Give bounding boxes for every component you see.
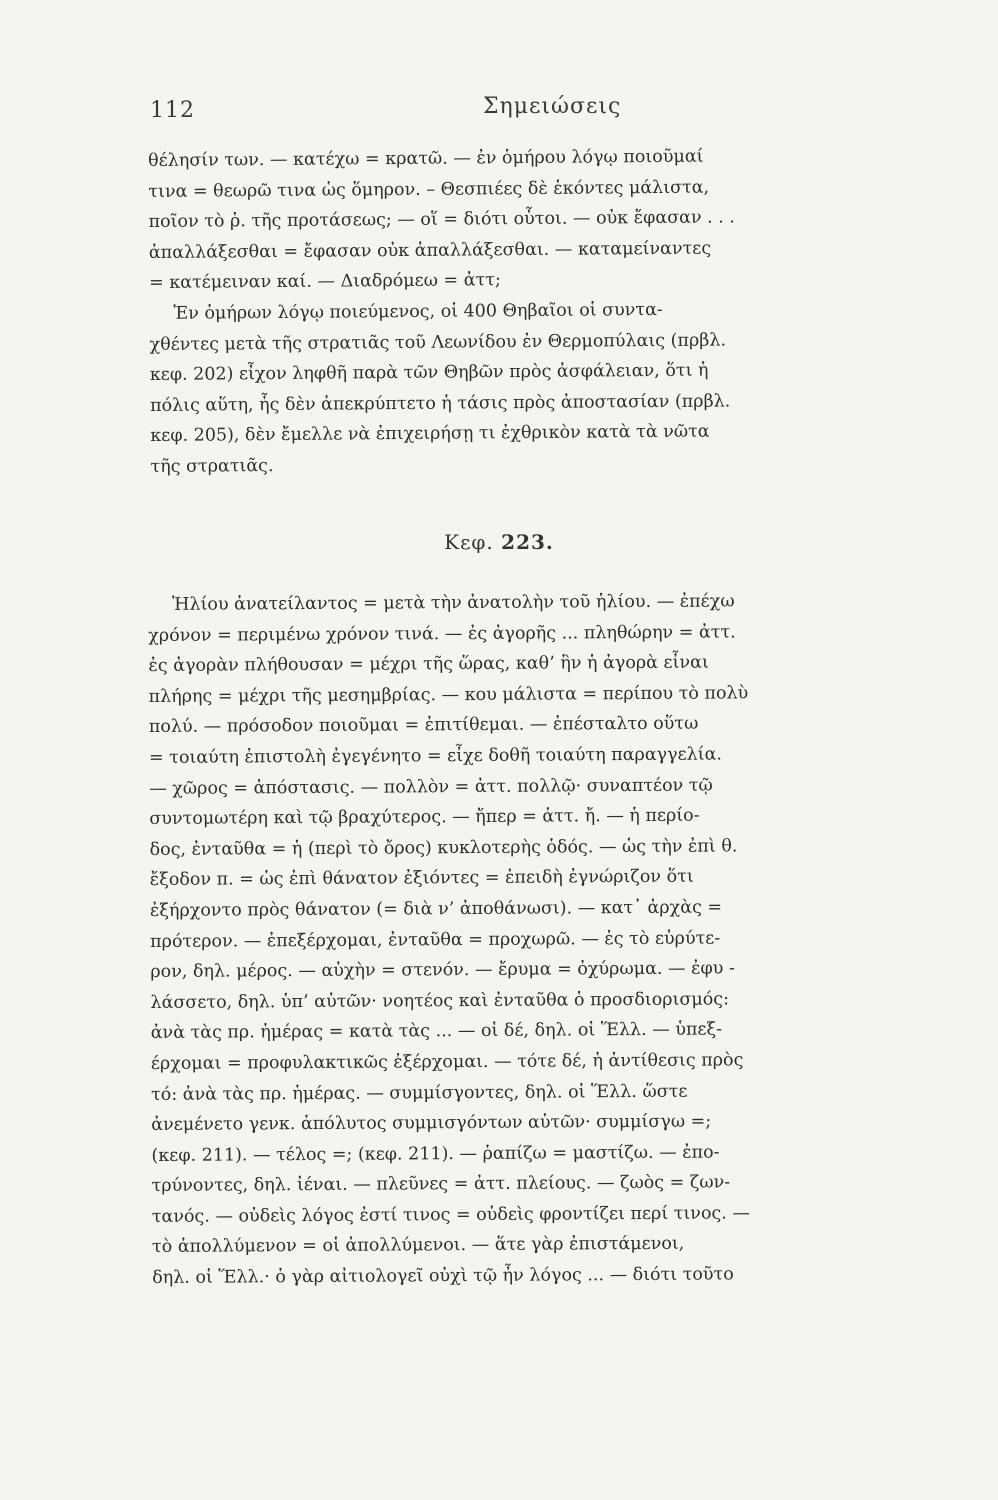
- text-line: — χῶρος = ἀπόστασις. — πολλὸν = ἀττ. πολλῷ· συναπτέον τῷ: [149, 775, 713, 799]
- text-line: τινα = θεωρῶ τινα ὡς ὅμηρον. – Θεσπιέες δὲ ἑκόντες μάλιστα,: [148, 177, 710, 202]
- text-line: τρύνοντες, δηλ. ἰέναι. — πλεῦνες = ἀττ. πλείους. — ζωὸς = ζων-: [151, 1172, 731, 1197]
- text-line: θέλησίν των. — κατέχω = κρατῶ. — ἐν ὁμήρου λόγῳ ποιοῦμαί: [148, 146, 704, 171]
- text-line: κεφ. 202) εἶχον ληφθῆ παρὰ τῶν Θηβῶν πρὸς ἀσφάλειαν, ὅτι ἡ: [149, 360, 709, 386]
- text-line: πόλις αὕτη, ἧς δὲν ἀπεκρύπτετο ἡ τάσις πρὸς ἀποστασίαν (πρβλ.: [149, 391, 731, 416]
- chapter-heading: [0, 530, 998, 554]
- text-line: δηλ. οἱ Ἕλλ.· ὁ γὰρ αἰτιολογεῖ οὐχὶ τῷ ἦν λόγος ... — διότι τοῦτο: [152, 1264, 734, 1289]
- text-line: πολύ. — πρόσοδον ποιοῦμαι = ἐπιτίθεμαι. — ἐπέσταλτο οὕτω: [148, 714, 699, 738]
- text-line: συντομωτέρη καὶ τῷ βραχύτερος. — ἤπερ = ἀττ. ἤ. — ἡ περίο-: [149, 805, 700, 830]
- text-line: ποῖον τὸ ῥ. τῆς προτάσεως; — οἵ = διότι οὗτοι. — οὐκ ἔφασαν . . .: [148, 207, 736, 233]
- notes-text-part1: [148, 140, 941, 483]
- text-line: πρότερον. — ἐπεξέρχομαι, ἐνταῦθα = προχωρῶ. — ἐς τὸ εὐρύτε-: [150, 928, 721, 952]
- text-line: πλήρης = μέχρι τῆς μεσημβρίας. — κου μάλιστα = περίπου τὸ πολὺ: [148, 683, 749, 707]
- text-line: τὸ ἀπολλύμενον = οἱ ἀπολλύμενοι. — ἅτε γὰρ ἐπιστάμενοι,: [151, 1234, 685, 1258]
- text-line: ἐς ἀγορὰν πλήθουσαν = μέχρι τῆς ὥρας, καθ’ ἣν ἡ ἀγορὰ εἶναι: [148, 652, 709, 677]
- text-line: τό: ἀνὰ τὰς πρ. ἡμέρας. — συμμίσγοντες, δηλ. οἱ Ἕλλ. ὥστε: [151, 1081, 688, 1105]
- text-line: ρον, δηλ. μέρος. — αὐχὴν = στενόν. — ἔρυμα = ὀχύρωμα. — ἐφυ -: [150, 958, 735, 983]
- text-line: κεφ. 205), δὲν ἔμελλε νὰ ἐπιχειρήσῃ τι ἐχθρικὸν κατὰ τὰ νῶτα: [150, 421, 710, 447]
- text-line: τῆς στρατιᾶς.: [150, 455, 274, 477]
- text-line: λάσσετο, δηλ. ὑπ’ αὐτῶν· νοητέος καὶ ἐνταῦθα ὁ προσδιορισμός:: [150, 989, 730, 1013]
- text-line: Ἐν ὁμήρων λόγῳ ποιεύμενος, οἱ 400 Θηβαῖοι οἱ συντα-: [173, 299, 663, 324]
- chapter-label: Κεφ.: [444, 530, 494, 554]
- text-line: ἔξοδον π. = ὡς ἐπὶ θάνατον ἐξιόντες = ἐπειδὴ ἐγνώριζον ὅτι: [149, 867, 694, 891]
- chapter-number: 223.: [501, 530, 554, 554]
- text-line: δος, ἐνταῦθα = ἡ (περὶ τὸ ὄρος) κυκλοτερὴς ὁδός. — ὡς τὴν ἐπὶ θ.: [149, 836, 738, 860]
- text-line: = τοιαύτη ἐπιστολὴ ἐγεγένητο = εἶχε δοθῆ τοιαύτη παραγγελία.: [148, 744, 723, 768]
- text-line: (κεφ. 211). — τέλος =; (κεφ. 211). — ῥαπίζω = μαστίζω. — ἐπο-: [151, 1142, 720, 1166]
- text-line: ἀπαλλάξεσθαι = ἔφασαν οὐκ ἀπαλλάξεσθαι. — καταμείναντες: [148, 238, 712, 263]
- page-number: 112: [150, 98, 195, 123]
- text-line: χθέντες μετὰ τῆς στρατιᾶς τοῦ Λεωνίδου ἐν Θερμοπύλαις (πρβλ.: [149, 330, 727, 355]
- text-line: ἀνεμένετο γενκ. ἀπόλυτος συμμισγόντων αὐτῶν· συμμίσγω =;: [151, 1111, 712, 1136]
- running-title: Σημειώσεις: [483, 94, 622, 119]
- text-line: ἀνὰ τὰς πρ. ἡμέρας = κατὰ τὰς ... — οἱ δέ, δηλ. οἱ Ἕλλ. — ὑπεξ-: [150, 1019, 723, 1044]
- text-line: χρόνον = περιμένω χρόνον τινά. — ἐς ἀγορῆς ... πληθώρην = ἀττ.: [148, 622, 736, 646]
- notes-text-part2: [148, 585, 942, 1293]
- text-line: Ἡλίου ἀνατείλαντος = μετὰ τὴν ἀνατολὴν τοῦ ἡλίου. — ἐπέχω: [172, 591, 735, 615]
- text-line: τανός. — οὐδεὶς λόγος ἐστί τινος = οὐδεὶς φροντίζει περί τινος. —: [151, 1203, 750, 1227]
- text-line: = κατέμειναν καί. — Διαδρόμεω = ἀττ;: [149, 270, 501, 294]
- text-line: ἐξήρχοντο πρὸς θάνατον (= διὰ ν’ ἀποθάνωσι). — κατ᾿ ἀρχὰς =: [149, 897, 723, 921]
- text-line: έρχομαι = προφυλακτικῶς ἐξέρχομαι. — τότε δέ, ἡ ἀντίθεσις πρὸς: [150, 1050, 744, 1074]
